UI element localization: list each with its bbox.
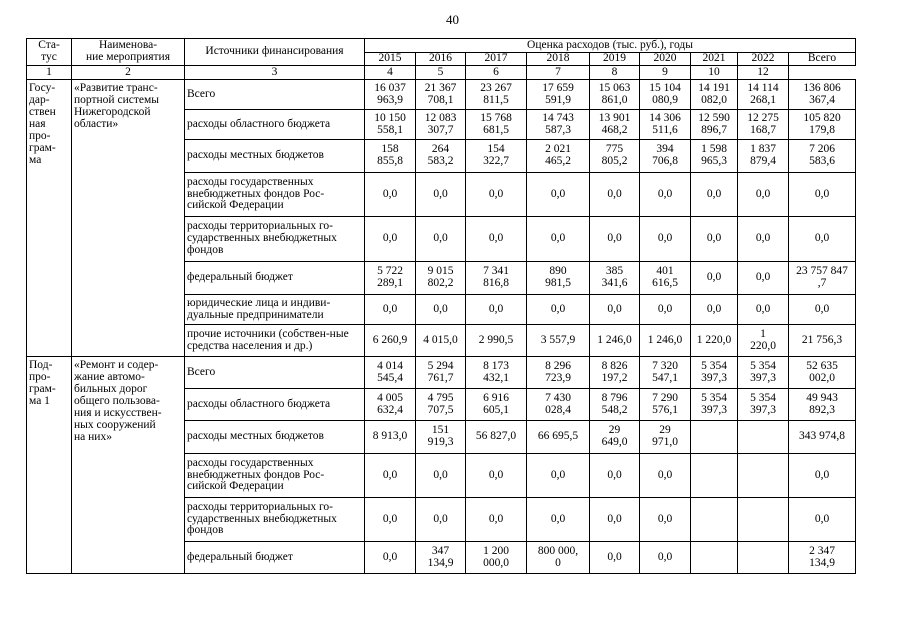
value-cell: 0,0 [640,542,691,574]
value-cell: 14 306 511,6 [640,110,691,140]
value-cell: 7 206 583,6 [789,140,856,173]
header-year: 2021 [691,53,738,66]
value-cell: 0,0 [590,295,640,325]
value-cell: 0,0 [416,173,466,217]
value-cell: 775 805,2 [590,140,640,173]
value-cell: 136 806 367,4 [789,80,856,110]
value-cell: 0,0 [640,173,691,217]
column-number: 9 [640,66,691,80]
value-cell: 9 015 802,2 [416,262,466,295]
value-cell: 0,0 [365,295,416,325]
value-cell: 0,0 [527,498,590,542]
value-cell: 0,0 [527,295,590,325]
value-cell: 29 971,0 [640,421,691,454]
value-cell: 23 757 847 ,7 [789,262,856,295]
column-number: 10 [691,66,738,80]
value-cell [691,498,738,542]
program-name-cell: «Ремонт и содер- жание автомо- бильных дорог общего пользова- ния и искусствен- ных сооружений на них» [72,357,185,574]
value-cell: 5 354 397,3 [738,389,789,421]
value-cell: 0,0 [691,295,738,325]
value-cell: 4 795 707,5 [416,389,466,421]
value-cell: 13 901 468,2 [590,110,640,140]
value-cell: 8 296 723,9 [527,357,590,389]
value-cell: 401 616,5 [640,262,691,295]
funding-source-cell: расходы государственных внебюджетных фондов Рос-сийской Федерации [185,454,365,498]
table-row [27,80,856,110]
value-cell: 4 014 545,4 [365,357,416,389]
value-cell: 0,0 [590,498,640,542]
value-cell: 0,0 [789,498,856,542]
value-cell: 8 913,0 [365,421,416,454]
value-cell: 7 341 816,8 [466,262,527,295]
column-number: 7 [527,66,590,80]
value-cell: 8 173 432,1 [466,357,527,389]
value-cell: 0,0 [365,454,416,498]
value-cell [738,498,789,542]
funding-source-cell: федеральный бюджет [185,262,365,295]
value-cell: 0,0 [466,173,527,217]
column-number: 12 [738,66,789,80]
value-cell: 2 021 465,2 [527,140,590,173]
header-sources: Источники финансирования [185,39,365,66]
value-cell: 2 347 134,9 [789,542,856,574]
value-cell: 0,0 [527,454,590,498]
value-cell: 14 743 587,3 [527,110,590,140]
value-cell: 5 722 289,1 [365,262,416,295]
value-cell: 0,0 [416,295,466,325]
value-cell: 15 063 861,0 [590,80,640,110]
header-year: Всего [789,53,856,66]
value-cell: 12 083 307,7 [416,110,466,140]
value-cell: 0,0 [416,498,466,542]
column-number: 2 [72,66,185,80]
value-cell: 5 294 761,7 [416,357,466,389]
value-cell: 154 322,7 [466,140,527,173]
value-cell: 0,0 [691,262,738,295]
value-cell: 1 246,0 [640,325,691,357]
value-cell: 800 000, 0 [527,542,590,574]
value-cell: 0,0 [738,217,789,262]
value-cell: 394 706,8 [640,140,691,173]
value-cell: 0,0 [416,217,466,262]
value-cell [738,542,789,574]
value-cell: 12 275 168,7 [738,110,789,140]
value-cell: 15 104 080,9 [640,80,691,110]
value-cell: 158 855,8 [365,140,416,173]
value-cell: 1 246,0 [590,325,640,357]
value-cell: 49 943 892,3 [789,389,856,421]
header-year: 2015 [365,53,416,66]
value-cell [738,454,789,498]
value-cell: 0,0 [590,454,640,498]
value-cell: 0,0 [365,173,416,217]
expenditure-table [26,38,856,574]
value-cell [691,454,738,498]
header-year: 2020 [640,53,691,66]
value-cell: 0,0 [789,173,856,217]
program-name-cell: «Развитие транс- портной системы Нижегородской области» [72,80,185,357]
value-cell: 2 990,5 [466,325,527,357]
value-cell: 0,0 [640,454,691,498]
value-cell: 1 598 965,3 [691,140,738,173]
value-cell: 1 200 000,0 [466,542,527,574]
value-cell: 0,0 [466,295,527,325]
value-cell: 105 820 179,8 [789,110,856,140]
value-cell: 0,0 [640,295,691,325]
value-cell: 8 826 197,2 [590,357,640,389]
value-cell: 5 354 397,3 [691,389,738,421]
funding-source-cell: юридические лица и индиви-дуальные предприниматели [185,295,365,325]
funding-source-cell: Всего [185,357,365,389]
value-cell: 0,0 [527,173,590,217]
value-cell: 12 590 896,7 [691,110,738,140]
value-cell: 347 134,9 [416,542,466,574]
funding-source-cell: расходы государственных внебюджетных фондов Рос-сийской Федерации [185,173,365,217]
value-cell: 8 796 548,2 [590,389,640,421]
value-cell: 0,0 [590,542,640,574]
status-cell: Под- про- грам- ма 1 [27,357,72,574]
value-cell: 52 635 002,0 [789,357,856,389]
value-cell: 0,0 [691,173,738,217]
value-cell: 264 583,2 [416,140,466,173]
value-cell: 1 220,0 [691,325,738,357]
value-cell: 0,0 [789,295,856,325]
value-cell: 29 649,0 [590,421,640,454]
column-number: 6 [466,66,527,80]
value-cell: 0,0 [466,498,527,542]
funding-source-cell: федеральный бюджет [185,542,365,574]
header-year: 2017 [466,53,527,66]
value-cell: 16 037 963,9 [365,80,416,110]
value-cell: 4 005 632,4 [365,389,416,421]
funding-source-cell: расходы местных бюджетов [185,421,365,454]
funding-source-cell: расходы областного бюджета [185,389,365,421]
funding-source-cell: расходы областного бюджета [185,110,365,140]
header-estimate: Оценка расходов (тыс. руб.), годы [365,39,856,53]
header-year: 2022 [738,53,789,66]
value-cell: 0,0 [416,454,466,498]
value-cell: 0,0 [691,217,738,262]
value-cell: 66 695,5 [527,421,590,454]
value-cell: 151 919,3 [416,421,466,454]
value-cell [691,421,738,454]
header-year: 2016 [416,53,466,66]
value-cell: 0,0 [590,217,640,262]
value-cell: 1 220,0 [738,325,789,357]
value-cell: 17 659 591,9 [527,80,590,110]
value-cell: 385 341,6 [590,262,640,295]
column-number: 4 [365,66,416,80]
value-cell: 7 320 547,1 [640,357,691,389]
page-number: 40 [446,12,459,27]
header-name: Наименова- ние мероприятия [72,39,185,66]
funding-source-cell: расходы территориальных го-сударственных внебюджетных фондов [185,498,365,542]
value-cell: 6 260,9 [365,325,416,357]
value-cell: 7 430 028,4 [527,389,590,421]
value-cell: 0,0 [365,217,416,262]
value-cell: 1 837 879,4 [738,140,789,173]
value-cell: 10 150 558,1 [365,110,416,140]
header-year: 2019 [590,53,640,66]
value-cell: 0,0 [738,173,789,217]
value-cell: 0,0 [365,542,416,574]
funding-source-cell: расходы местных бюджетов [185,140,365,173]
funding-source-cell: Всего [185,80,365,110]
column-number: 8 [590,66,640,80]
funding-source-cell: прочие источники (собствен-ные средства населения и др.) [185,325,365,357]
value-cell: 3 557,9 [527,325,590,357]
value-cell: 56 827,0 [466,421,527,454]
header-year: 2018 [527,53,590,66]
value-cell: 0,0 [640,217,691,262]
value-cell: 343 974,8 [789,421,856,454]
value-cell: 0,0 [789,217,856,262]
column-number: 3 [185,66,365,80]
value-cell: 0,0 [738,295,789,325]
value-cell: 6 916 605,1 [466,389,527,421]
value-cell: 0,0 [590,173,640,217]
value-cell: 0,0 [789,454,856,498]
value-cell [691,542,738,574]
header-status: Ста- тус [27,39,72,66]
column-number: 5 [416,66,466,80]
value-cell: 21 367 708,1 [416,80,466,110]
value-cell: 23 267 811,5 [466,80,527,110]
value-cell [738,421,789,454]
value-cell: 5 354 397,3 [738,357,789,389]
value-cell: 7 290 576,1 [640,389,691,421]
funding-source-cell: расходы территориальных го-сударственных внебюджетных фондов [185,217,365,262]
value-cell: 0,0 [466,217,527,262]
value-cell: 0,0 [640,498,691,542]
value-cell: 14 191 082,0 [691,80,738,110]
value-cell: 0,0 [466,454,527,498]
value-cell: 15 768 681,5 [466,110,527,140]
value-cell: 890 981,5 [527,262,590,295]
status-cell: Госу- дар- ствен ная про- грам- ма [27,80,72,357]
table-row [27,357,856,389]
value-cell: 4 015,0 [416,325,466,357]
value-cell: 14 114 268,1 [738,80,789,110]
value-cell: 0,0 [365,498,416,542]
value-cell: 0,0 [738,262,789,295]
value-cell: 5 354 397,3 [691,357,738,389]
value-cell: 0,0 [527,217,590,262]
value-cell: 21 756,3 [789,325,856,357]
column-number: 1 [27,66,72,80]
